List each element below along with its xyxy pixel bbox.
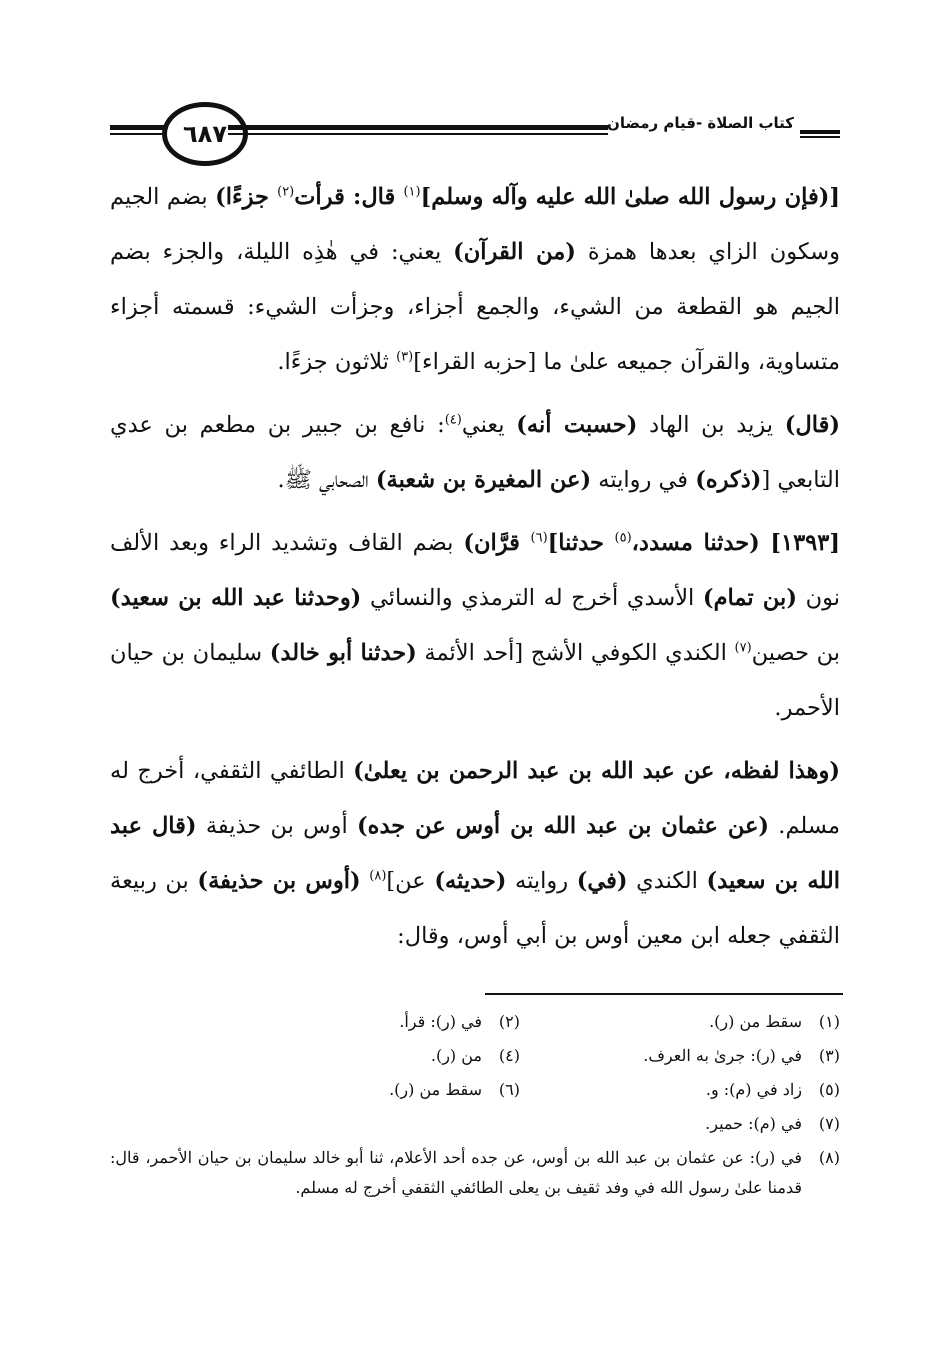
bold-run: جزءًا) [215, 184, 278, 210]
paragraph [110, 744, 840, 964]
text-run: الكندي الكوفي الأشج [أحد الأئمة [416, 640, 735, 666]
footnote [520, 1073, 840, 1107]
text-run: يعني: في هٰذِه الليلة، والجزء بضم الجيم هو القطعة من الشيء، والجمع أجزاء، وجزأت الشيء: قسمته أجزاء متساوية، والقرآن جميعه علىٰ ما [حزبه القراء] [110, 239, 840, 375]
bold-run: (أوس بن حذيفة) [197, 868, 361, 894]
footnote [200, 1073, 520, 1107]
paragraph [110, 398, 840, 508]
footnote-number: (٥) [818, 1080, 840, 1099]
text-run: : نافع بن جبير بن مطعم بن عدي التابعي [ [110, 412, 840, 493]
running-title: كتاب الصلاة -قيام رمضان [607, 114, 794, 132]
footnote-number: (١) [818, 1012, 840, 1031]
footnote-marker: (١) [403, 184, 421, 200]
text-run: سليمان بن حيان الأحمر. [110, 640, 840, 721]
footnotes [110, 1005, 840, 1203]
footnote-text: زاد في (م): و. [705, 1080, 802, 1099]
footnote-text: في (ر): قرأ. [399, 1012, 482, 1031]
bold-run: (عن المغيرة بن شعبة) [375, 467, 592, 493]
footnote-number: (٤) [498, 1046, 520, 1065]
footnote-text: في (م): حمير. [705, 1114, 802, 1133]
bold-run: [١٣٩٣] (حدثنا مسدد، [631, 530, 840, 556]
bold-run: (بن تمام) [702, 585, 797, 611]
footnote-text: في (ر): جرىٰ به العرف. [643, 1046, 802, 1065]
text-run: عن] [386, 868, 435, 894]
bold-run: (حدثنا أبو خالد) [269, 640, 417, 666]
text-run: الأسدي أخرج له الترمذي والنسائي [361, 585, 703, 611]
text-run: يزيد بن الهاد [637, 412, 785, 438]
footnote [110, 1143, 840, 1203]
footnote-row [110, 1005, 840, 1039]
bold-run: (ذكره) [695, 467, 762, 493]
footnote-row [110, 1107, 840, 1141]
footnote-marker: (٤) [444, 412, 462, 428]
bold-run: قال: قرأت [294, 184, 404, 210]
footnote-marker: (٢) [277, 184, 295, 200]
bold-run: (عن عثمان بن عبد الله بن أوس عن جده) [357, 813, 770, 839]
paragraph [110, 170, 840, 390]
text-run: يعني [461, 412, 517, 438]
footnote-number: (٦) [498, 1080, 520, 1099]
text-run: أوس بن حذيفة [196, 813, 358, 839]
paragraph [110, 516, 840, 736]
text-run: روايته [506, 868, 577, 894]
bold-run: حدثنا] [547, 530, 615, 556]
header-rule [228, 125, 608, 130]
bold-run: (وحدثنا عبد الله بن سعيد) [110, 585, 362, 611]
text-run: بن حصين [751, 640, 840, 666]
footnote [520, 1039, 840, 1073]
header-rule [228, 133, 608, 135]
text-run [361, 868, 370, 894]
bold-run: (وهذا لفظه، عن عبد الله بن عبد الرحمن بن يعلىٰ) [353, 758, 840, 784]
text-run: بضم الجيم وسكون الزاي بعدها همزة [110, 184, 841, 265]
footnote-row [110, 1039, 840, 1073]
bold-run: (حديثه) [434, 868, 507, 894]
footnote-number: (٧) [818, 1114, 840, 1133]
header-rule [110, 125, 170, 130]
text-run: ثلاثون جزءًا. [277, 349, 397, 375]
footnote [520, 1005, 840, 1039]
text-run: في روايته [591, 467, 696, 493]
bold-run: (حسبت أنه) [516, 412, 638, 438]
header-rule [800, 130, 840, 134]
page-number: ٦٨٧ [162, 102, 248, 166]
bold-run: (قال عبد الله بن سعيد) [110, 813, 841, 894]
footnote-row [110, 1073, 840, 1107]
footnote-number: (٣) [818, 1046, 840, 1065]
footnote-number: (٢) [498, 1012, 520, 1031]
footnote [200, 1039, 520, 1073]
header-rule [110, 133, 170, 135]
footnote-marker: (٧) [734, 640, 752, 656]
text-run: بضم القاف وتشديد الراء وبعد الألف نون [110, 530, 840, 611]
footnote-number: (٨) [818, 1148, 840, 1167]
text-run: الكندي [627, 868, 707, 894]
bold-run: (قال) [784, 412, 840, 438]
footnote-text: من (ر). [430, 1046, 482, 1065]
bold-run: قرَّان) [463, 530, 531, 556]
bold-run: (في) [576, 868, 628, 894]
footnote-text: سقط من (ر). [709, 1012, 802, 1031]
text-run: بن ربيعة الثقفي جعله ابن معين أوس بن أبي أوس، وقال: [110, 868, 840, 949]
header-rule [800, 136, 840, 138]
footnote-marker: (٦) [530, 530, 548, 546]
footnote-text: سقط من (ر). [389, 1080, 482, 1099]
footnote-text: في (ر): عن عثمان بن عبد الله بن أوس، عن جده أحد الأعلام، ثنا أبو خالد سليمان بن حيان الأحمر، قال: قدمنا علىٰ رسول الله في وفد ثقيف بن يعلى الطائفي الثقفي أخرج له مسلم. [110, 1148, 803, 1197]
footnote-marker: (٨) [369, 868, 387, 884]
footnote-separator [485, 993, 843, 995]
page-header [110, 92, 840, 162]
footnote [200, 1005, 520, 1039]
footnote-marker: (٣) [396, 349, 414, 365]
footnote [520, 1107, 840, 1141]
text-run: الصحابي ﷺ. [277, 467, 376, 493]
footnote-marker: (٥) [614, 530, 632, 546]
text-run: الطائفي الثقفي، أخرج له مسلم. [110, 758, 841, 839]
bold-run: [(فإن رسول الله صلىٰ الله عليه وآله وسلم] [420, 184, 841, 210]
main-text [110, 170, 840, 964]
bold-run: (من القرآن) [453, 239, 576, 265]
